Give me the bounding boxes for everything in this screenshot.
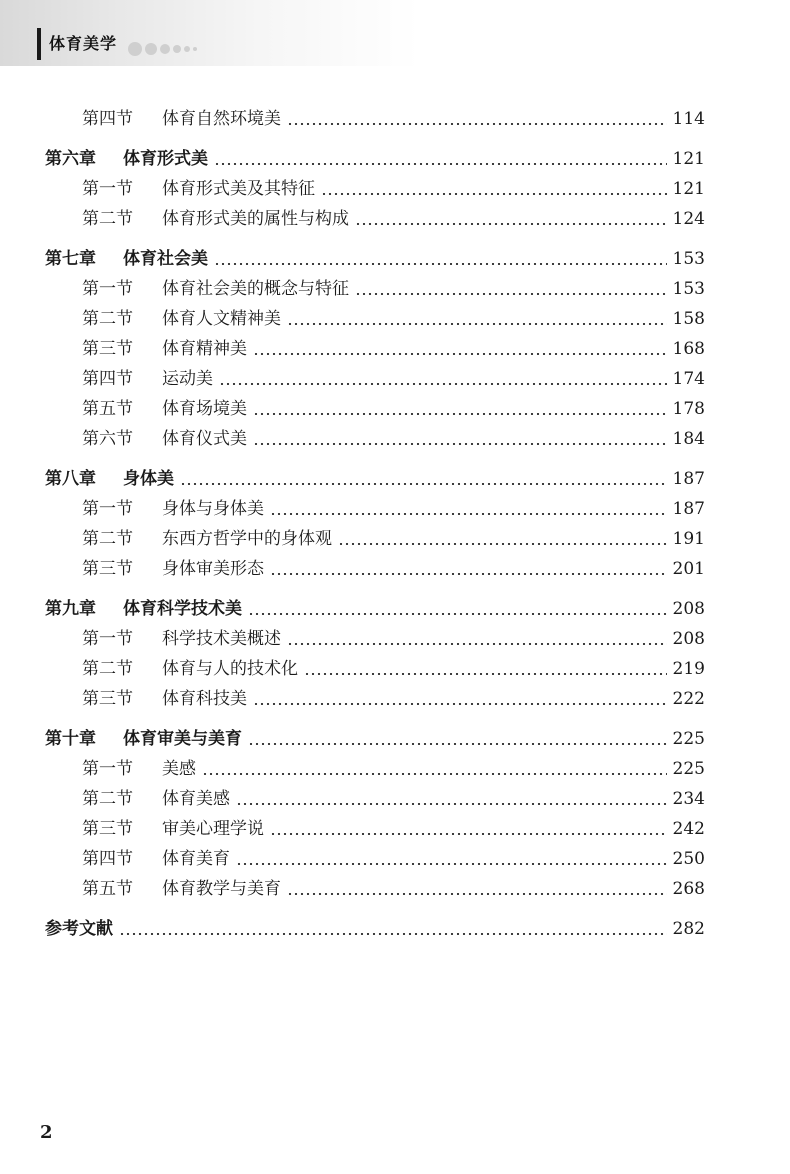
toc-section-row[interactable] xyxy=(82,874,705,900)
header-accent-bar xyxy=(37,28,41,60)
dot-leader xyxy=(253,413,667,415)
dot-leader xyxy=(253,443,667,445)
toc-entry-title: 美感 xyxy=(162,759,196,779)
toc-section-row[interactable] xyxy=(82,624,705,650)
toc-entry-title: 体育美育 xyxy=(162,849,230,869)
dot-leader xyxy=(248,613,667,615)
dot-leader xyxy=(270,513,667,515)
toc-entry-title: 东西方哲学中的身体观 xyxy=(162,529,332,549)
toc-entry-title: 体育社会美 xyxy=(123,249,208,269)
dot-leader xyxy=(236,863,667,865)
toc-entry-number: 第三节 xyxy=(82,339,133,359)
toc-entry-title: 体育场境美 xyxy=(162,399,247,419)
toc-entry-page: 201 xyxy=(672,559,705,579)
toc-entry-number: 第五节 xyxy=(82,399,133,419)
toc-entry-number: 第七章 xyxy=(45,249,96,269)
toc-entry-number: 第一节 xyxy=(82,499,133,519)
toc-entry-number: 第二节 xyxy=(82,209,133,229)
toc-entry-number: 第四节 xyxy=(82,369,133,389)
toc-entry-title: 体育与人的技术化 xyxy=(162,659,298,679)
dot-leader xyxy=(214,263,667,265)
toc-entry-page: 124 xyxy=(672,209,705,229)
toc-entry-number: 第八章 xyxy=(45,469,96,489)
toc-entry-title: 体育教学与美育 xyxy=(162,879,281,899)
toc-entry-page: 282 xyxy=(672,919,705,939)
toc-entry-title: 体育形式美的属性与构成 xyxy=(162,209,349,229)
running-header xyxy=(0,0,790,66)
toc-entry-title: 体育精神美 xyxy=(162,339,247,359)
toc-entry-page: 225 xyxy=(672,759,705,779)
toc-entry-title: 体育科学技术美 xyxy=(123,599,242,619)
toc-chapter-row[interactable] xyxy=(45,244,705,270)
toc-section-row[interactable] xyxy=(82,304,705,330)
toc-entry-number: 第六章 xyxy=(45,149,96,169)
dot-leader xyxy=(214,163,667,165)
dot-leader xyxy=(180,483,667,485)
toc-entry-page: 208 xyxy=(672,599,705,619)
dot-leader xyxy=(355,223,667,225)
toc-section-row[interactable] xyxy=(82,104,705,130)
dot-leader xyxy=(287,643,667,645)
toc-entry-number: 第二节 xyxy=(82,309,133,329)
toc-entry-title: 运动美 xyxy=(162,369,213,389)
dot-leader xyxy=(355,293,667,295)
toc-entry-number: 第四节 xyxy=(82,849,133,869)
toc-entry-title: 体育科技美 xyxy=(162,689,247,709)
toc-section-row[interactable] xyxy=(82,754,705,780)
toc-entry-page: 208 xyxy=(672,629,705,649)
toc-chapter-row[interactable] xyxy=(45,594,705,620)
dot-leader xyxy=(304,673,667,675)
toc-entry-page: 158 xyxy=(672,309,705,329)
toc-entry-page: 268 xyxy=(672,879,705,899)
toc-section-row[interactable] xyxy=(82,844,705,870)
dot-leader xyxy=(287,323,667,325)
toc-entry-page: 184 xyxy=(672,429,705,449)
dot-leader xyxy=(236,803,667,805)
dot-leader xyxy=(202,773,667,775)
book-title: 体育美学 xyxy=(49,34,118,53)
toc-entry-page: 174 xyxy=(672,369,705,389)
dot-leader xyxy=(270,833,667,835)
toc-entry-number: 第十章 xyxy=(45,729,96,749)
toc-section-row[interactable] xyxy=(82,334,705,360)
toc-entry-page: 219 xyxy=(672,659,705,679)
toc-entry-page: 114 xyxy=(672,109,705,129)
toc-entry-number: 第一节 xyxy=(82,279,133,299)
toc-entry-title: 体育美感 xyxy=(162,789,230,809)
toc-entry-page: 121 xyxy=(672,149,705,169)
dot-leader xyxy=(321,193,667,195)
toc-section-row[interactable] xyxy=(82,784,705,810)
toc-entry-title: 体育社会美的概念与特征 xyxy=(162,279,349,299)
toc-entry-number: 第三节 xyxy=(82,689,133,709)
toc-entry-page: 153 xyxy=(672,279,705,299)
toc-entry-title: 体育形式美 xyxy=(123,149,208,169)
page-number: 2 xyxy=(40,1122,53,1143)
toc-entry-title: 体育形式美及其特征 xyxy=(162,179,315,199)
toc-section-row[interactable] xyxy=(82,394,705,420)
toc-chapter-row[interactable] xyxy=(45,144,705,170)
toc-entry-page: 187 xyxy=(672,469,705,489)
toc-section-row[interactable] xyxy=(82,554,705,580)
toc-entry-page: 187 xyxy=(672,499,705,519)
dot-leader xyxy=(253,353,667,355)
toc-entry-title: 参考文献 xyxy=(45,919,113,939)
toc-entry-page: 242 xyxy=(672,819,705,839)
toc-entry-title: 体育人文精神美 xyxy=(162,309,281,329)
toc-section-row[interactable] xyxy=(82,494,705,520)
toc-chapter-row[interactable] xyxy=(45,914,705,940)
decorative-dots-icon xyxy=(128,38,200,52)
toc-chapter-row[interactable] xyxy=(45,724,705,750)
dot-leader xyxy=(248,743,667,745)
toc-entry-number: 第六节 xyxy=(82,429,133,449)
toc-entry-title: 身体审美形态 xyxy=(162,559,264,579)
toc-entry-number: 第四节 xyxy=(82,109,133,129)
toc-entry-page: 234 xyxy=(672,789,705,809)
toc-entry-number: 第二节 xyxy=(82,789,133,809)
toc-section-row[interactable] xyxy=(82,684,705,710)
toc-entry-number: 第三节 xyxy=(82,559,133,579)
toc-chapter-row[interactable] xyxy=(45,464,705,490)
toc-entry-title: 体育自然环境美 xyxy=(162,109,281,129)
dot-leader xyxy=(338,543,667,545)
toc-entry-number: 第二节 xyxy=(82,659,133,679)
toc-entry-number: 第五节 xyxy=(82,879,133,899)
dot-leader xyxy=(119,933,667,935)
toc-entry-number: 第二节 xyxy=(82,529,133,549)
toc-entry-title: 身体与身体美 xyxy=(162,499,264,519)
toc-entry-title: 体育仪式美 xyxy=(162,429,247,449)
toc-entry-number: 第三节 xyxy=(82,819,133,839)
dot-leader xyxy=(287,893,667,895)
toc-entry-page: 225 xyxy=(672,729,705,749)
dot-leader xyxy=(287,123,667,125)
toc-entry-number: 第一节 xyxy=(82,759,133,779)
toc-entry-page: 178 xyxy=(672,399,705,419)
toc-section-row[interactable] xyxy=(82,424,705,450)
toc-entry-number: 第一节 xyxy=(82,629,133,649)
toc-entry-page: 121 xyxy=(672,179,705,199)
toc-section-row[interactable] xyxy=(82,174,705,200)
toc-entry-title: 审美心理学说 xyxy=(162,819,264,839)
toc-entry-page: 250 xyxy=(672,849,705,869)
toc-entry-title: 体育审美与美育 xyxy=(123,729,242,749)
toc-entry-title: 科学技术美概述 xyxy=(162,629,281,649)
toc-section-row[interactable] xyxy=(82,814,705,840)
toc-entry-page: 222 xyxy=(672,689,705,709)
toc-entry-page: 153 xyxy=(672,249,705,269)
toc-entry-number: 第一节 xyxy=(82,179,133,199)
toc-section-row[interactable] xyxy=(82,524,705,550)
toc-section-row[interactable] xyxy=(82,204,705,230)
toc-entry-title: 身体美 xyxy=(123,469,174,489)
dot-leader xyxy=(253,703,667,705)
toc-entry-page: 168 xyxy=(672,339,705,359)
toc-entry-number: 第九章 xyxy=(45,599,96,619)
toc-entry-page: 191 xyxy=(672,529,705,549)
dot-leader xyxy=(219,383,667,385)
toc-section-row[interactable] xyxy=(82,274,705,300)
dot-leader xyxy=(270,573,667,575)
toc-section-row[interactable] xyxy=(82,654,705,680)
toc-section-row[interactable] xyxy=(82,364,705,390)
